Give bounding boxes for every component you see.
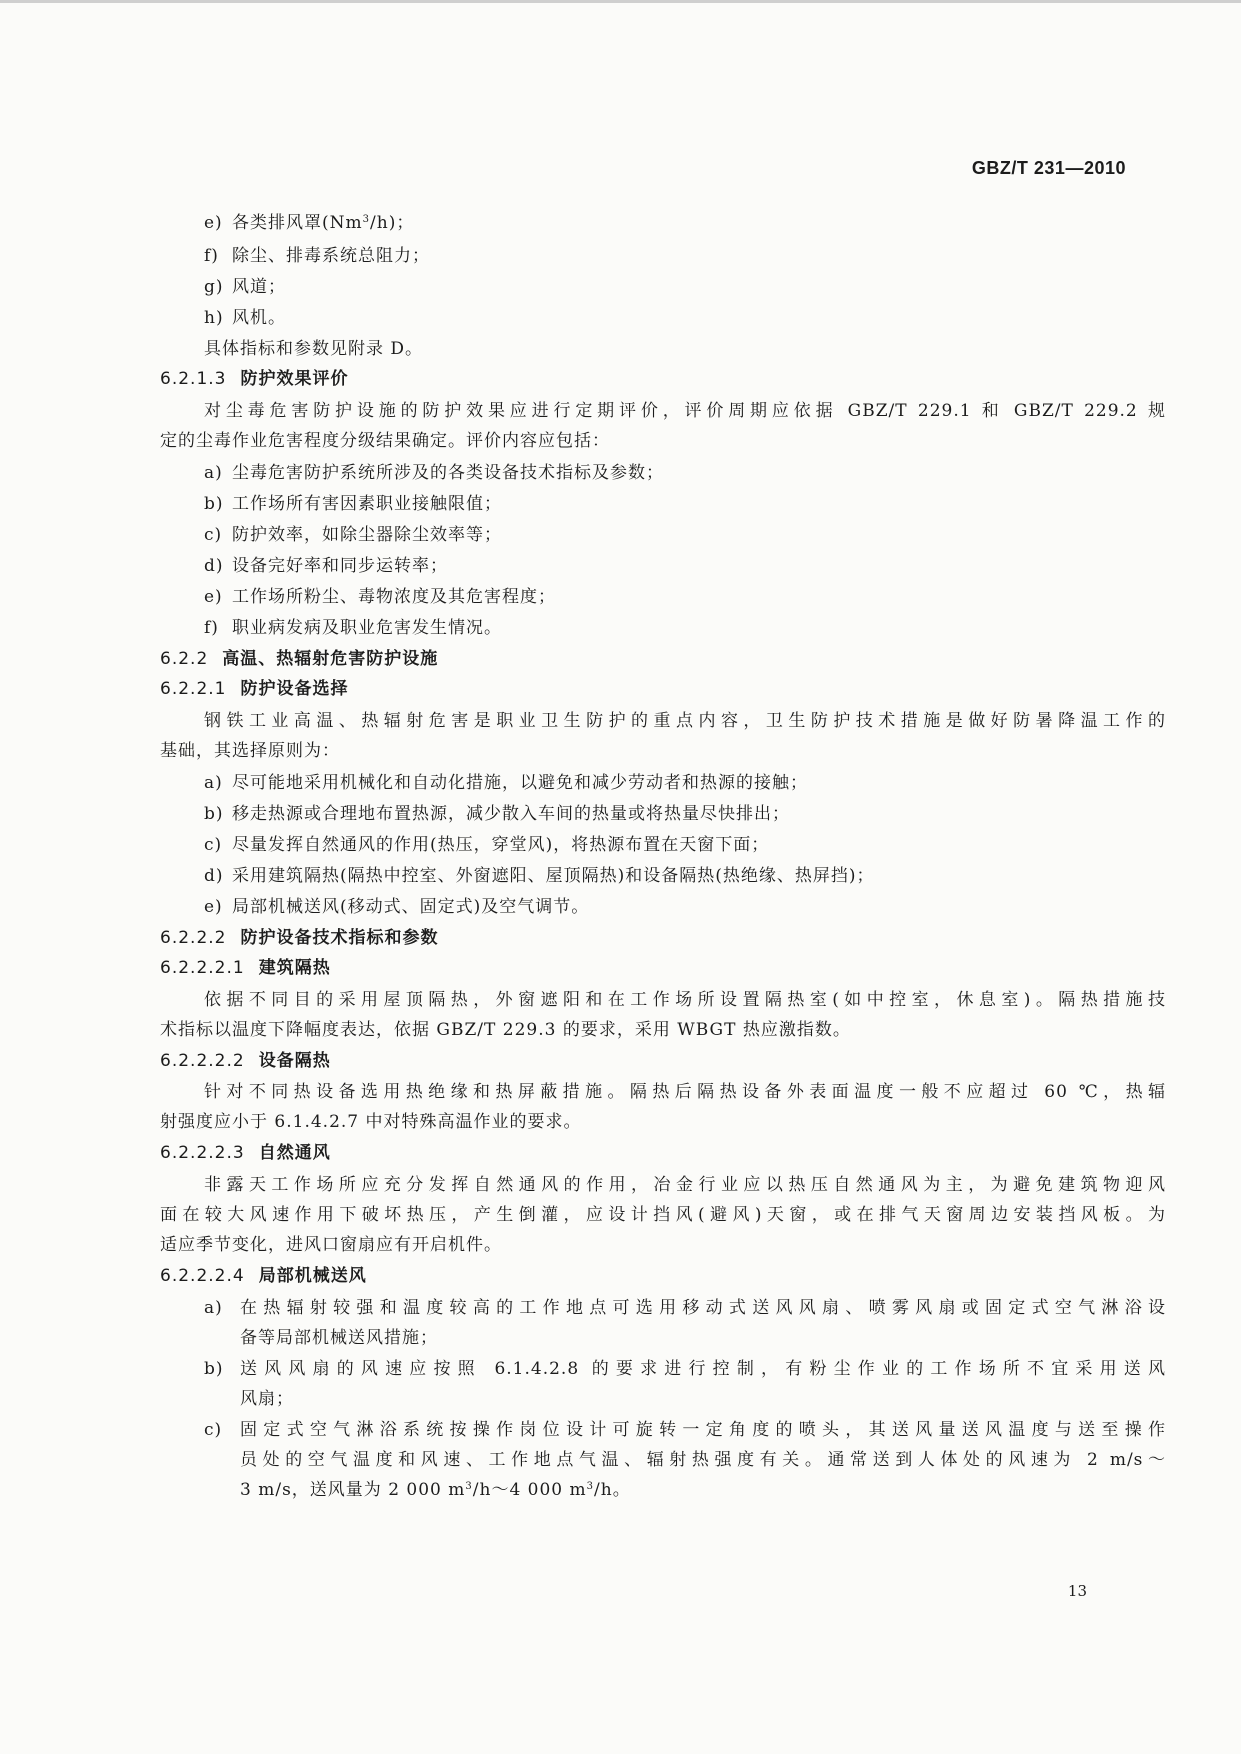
list-item: f) 除尘、排毒系统总阻力； [204,246,430,266]
paragraph-line: 面在较大风速作用下破坏热压，产生倒灌，应设计挡风(避风)天窗，或在排气天窗周边安装挡风板。为 [160,1205,1166,1225]
section-heading-6-2-2-2-1: 6.2.2.2.1 建筑隔热 [160,958,331,978]
paragraph-line: 适应季节变化，进风口窗扇应有开启机件。 [160,1235,502,1255]
page-number: 13 [1067,1582,1087,1600]
section-heading-6-2-2-2-2: 6.2.2.2.2 设备隔热 [160,1051,331,1071]
list-item: a) 尽可能地采用机械化和自动化措施，以避免和减少劳动者和热源的接触； [204,773,808,793]
list-item-text: 备等局部机械送风措施； [240,1328,438,1348]
list-item: g) 风道； [204,277,286,297]
standard-code-header: GBZ/T 231—2010 [971,158,1126,178]
list-item-text: 3 m/s，送风量为 2 000 $m^3/h\sim 4$ 000 $m^3/h$。 [240,1480,631,1500]
list-item-text: 送风风扇的风速应按照 6.1.4.2.8 的要求进行控制，有粉尘作业的工作场所不宜采用送风 [240,1359,1166,1379]
list-item: c) 防护效率，如除尘器除尘效率等； [204,525,502,545]
list-item: c) 尽量发挥自然通风的作用(热压，穿堂风)，将热源布置在天窗下面； [204,835,770,855]
list-item: b) 移走热源或合理地布置热源，减少散入车间的热量或将热量尽快排出； [204,804,790,824]
section-heading-6-2-2-1: 6.2.2.1 防护设备选择 [160,679,349,699]
list-item: b) 工作场所有害因素职业接触限值； [204,494,502,514]
list-item: f) 职业病发病及职业危害发生情况。 [204,618,502,638]
list-item-text: 员处的空气温度和风速、工作地点气温、辐射热强度有关。通常送到人体处的风速为 2 m/s～ [240,1450,1166,1470]
list-item: a) [204,1298,223,1318]
scan-top-edge [0,0,1241,3]
paragraph-line: 基础，其选择原则为： [160,741,340,761]
list-item: d) 设备完好率和同步运转率； [204,556,448,576]
list-item: e) 各类排风罩(Nm$^3$/h)； [204,213,415,233]
paragraph-line: 钢铁工业高温、热辐射危害是职业卫生防护的重点内容，卫生防护技术措施是做好防暑降温工作的 [204,711,1166,731]
section-heading-6-2-1-3: 6.2.1.3 防护效果评价 [160,369,349,389]
list-item: c) [204,1420,223,1440]
section-heading-6-2-2-2-4: 6.2.2.2.4 局部机械送风 [160,1266,367,1286]
list-item: e) 局部机械送风(移动式、固定式)及空气调节。 [204,897,590,917]
list-item: e) 工作场所粉尘、毒物浓度及其危害程度； [204,587,556,607]
paragraph-line: 对尘毒危害防护设施的防护效果应进行定期评价，评价周期应依据 GBZ/T 229.1 和 GBZ/T 229.2 规 [204,401,1166,421]
section-heading-6-2-2-2-3: 6.2.2.2.3 自然通风 [160,1143,331,1163]
list-item-text: 在热辐射较强和温度较高的工作地点可选用移动式送风风扇、喷雾风扇或固定式空气淋浴设 [240,1298,1166,1318]
paragraph-line: 依据不同目的采用屋顶隔热，外窗遮阳和在工作场所设置隔热室(如中控室，休息室)。隔热措施技 [204,990,1166,1010]
list-item-text: 固定式空气淋浴系统按操作岗位设计可旋转一定角度的喷头，其送风量送风温度与送至操作 [240,1420,1166,1440]
paragraph-line: 非露天工作场所应充分发挥自然通风的作用，冶金行业应以热压自然通风为主，为避免建筑物迎风 [204,1175,1166,1195]
list-item: h) 风机。 [204,308,286,328]
paragraph-line: 术指标以温度下降幅度表达，依据 GBZ/T 229.3 的要求，采用 WBGT 热应激指数。 [160,1020,851,1040]
appendix-note: 具体指标和参数见附录 D。 [204,339,424,359]
list-item-text: 风扇； [240,1389,294,1409]
section-heading-6-2-2: 6.2.2 高温、热辐射危害防护设施 [160,649,439,669]
list-item: a) 尘毒危害防护系统所涉及的各类设备技术指标及参数； [204,463,664,483]
list-item: b) [204,1359,224,1379]
section-heading-6-2-2-2: 6.2.2.2 防护设备技术指标和参数 [160,928,439,948]
paragraph-line: 射强度应小于 6.1.4.2.7 中对特殊高温作业的要求。 [160,1112,582,1132]
list-item: d) 采用建筑隔热(隔热中控室、外窗遮阳、屋顶隔热)和设备隔热(热绝缘、热屏挡)； [204,866,875,886]
paragraph-line: 定的尘毒作业危害程度分级结果确定。评价内容应包括： [160,431,610,451]
paragraph-line: 针对不同热设备选用热绝缘和热屏蔽措施。隔热后隔热设备外表面温度一般不应超过 60 ℃，热辐 [204,1082,1166,1102]
